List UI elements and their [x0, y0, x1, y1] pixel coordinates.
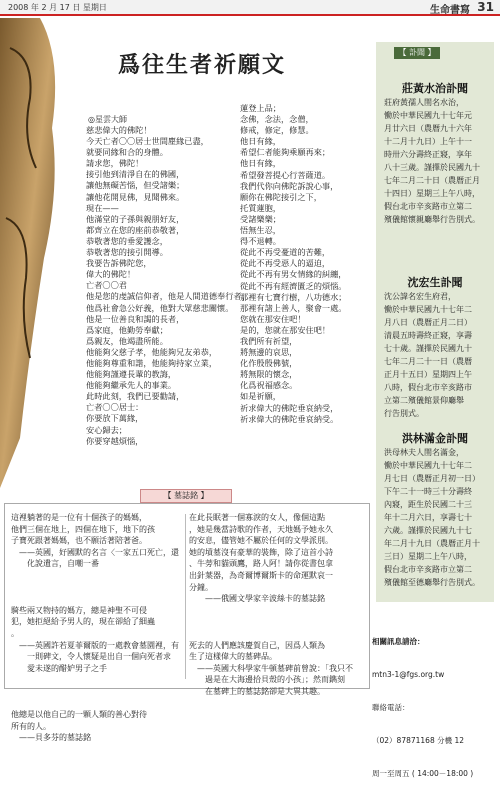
obituary-title: 莊黃水治訃聞: [402, 82, 468, 95]
main-article: [8, 18, 368, 508]
obituary-title: 洪林滿金訃聞: [402, 432, 468, 445]
epitaph-banner: 【 墓誌銘 】: [140, 489, 232, 503]
article-author: ◎星雲大師: [88, 115, 127, 124]
column-divider: [185, 514, 186, 679]
obituary-title: 沈宏生訃聞: [407, 276, 463, 289]
section-name: 生命書寫: [430, 5, 470, 16]
obituary-text: 莊府黃孺人閨名水治， 慟於中華民國九十七年元 月廿六日（農曆九十六年 十二月十九日）上午十一 時卅六分壽終正寢，享年 八十三歲。謹擇於民國九十 七年二月二十日（農曆正月 十四日）星期三上午八時， 假台北市辛亥路市立第二 殯儀館懷親廳舉行告別式。: [384, 98, 480, 224]
contact-phone: （02）87871168 分機 12: [372, 736, 465, 745]
issue-date: 2008 年 2 月 17 日 星期日: [8, 3, 107, 12]
epitaph-box: [4, 503, 370, 743]
epitaph-right-column: 在此長眠著一個寡淚的女人，像個這點 ，她是幾當詩歌的作者，天地媽予她永久 的安息，儘管她不屬於任何的文學派別。 她的墳墓沒有豪華的裝飾，除了這首小詩 、牛蒡和貓頭鷹，路人阿！請你從書包拿 出針葉器，為奇爾博爾斯卡的命運默哀一 分鐘。 ——俄國文學家辛波絲卡的墓誌銘 死去的人們應該慶賀自己，因爲人類為 生了這樣偉大的墓碑品。 ——英國大科學家牛頓墓碑前曾說：「我只不 過是在大海邊拾貝殼的小孩」；然而鐫刻 在墓碑上的墓誌銘卻是大異其趣。: [189, 513, 353, 696]
contact-email[interactable]: mtn3-1@fgs.org.tw: [372, 670, 445, 679]
prayer-right-column: 蓮登上品； 念佛，念法，念僧， 修戒，修定，修慧。 他日有緣， 希望仁者能夠乘願再來； 他日有緣， 希望發菩提心行菩薩道。 我們代你向佛陀訴說心事， 願你在佛陀接引之下， 托質蓮胞， 受諸樂樂； 悟無生忍， 得不退轉。 從此不再受憂道的苦難， 從此不再受惡人的逼迫， 從此不再有男女情緣的糾纏， 從此不再有經濟匱乏的煩惱。 那裡有七寶行樹，八功德水； 那裡有諸上善人，聚會一處。 您就在那安住吧！ 是的，您就在那安住吧！ 我們所有祈望， 將無邊的哀思， 化作殷殷佛號， 將無限的懷念， 化爲祝福感念。 如是祈願， 祈求偉大的佛陀垂哀納受， 祈求偉大的佛陀垂哀納受。: [240, 103, 347, 424]
page-header: [0, 0, 500, 16]
contact-hours: 周一至周五 ( 14:00－18:00 ): [372, 769, 474, 778]
obituary-tab: 【 訃聞 】: [394, 47, 440, 59]
obituary-text: 洪母林夫人閨名滿金， 慟於中華民國九十七年二 月七日（農曆正月初一日） 下午二十一時三十分壽終 內寢，距生於民國二十三 年十二月六日，享壽七十 六歲。謹擇於民國九十七 年二月十九日（農曆正月十 三日）星期二上午八時， 假台北市辛亥路市立第二 殯儀館至德廳舉行告別式。: [384, 448, 480, 587]
article-title: 爲往生者祈願文: [118, 52, 287, 78]
contact-info: [372, 614, 498, 790]
page-number: 31: [477, 0, 494, 14]
obituary-sidebar: [376, 42, 494, 602]
contact-title: 相關訊息請洽：: [372, 637, 425, 646]
prayer-left-column: 慈悲偉大的佛陀！ 今天亡者〇〇居士世間塵緣已盡， 就要同緣和合的身體。 請求您，佛陀！ 接引他到清淨自在的佛國， 讓他無礙苦惱，但受諸樂； 讓他花開見佛，見聞佛來。 現在—— 他滿堂的子孫與親朋好友， 都齊立在您的座前恭敬著， 恭敬著您的垂愛護念， 恭敬著您的接引開導。 我要告訴佛陀您， 偉大的佛陀！ 亡者〇〇君 他是您的虔誠信仰者，他是人間道德奉行者， 他爲社會急公好義，他對大眾慈悲關懷。 他是一位善良和謁的長者， 爲家庭，他勤勞奉獻； 爲親友，他竭盡所能。 他能夠父慈子孝，他能夠兄友弟恭， 他能夠尊重和諧，他能夠持家立業， 他能夠謹遵長輩的教誨， 他能夠繼承先人的事業。 此時此刻，我們已要勸請， 亡者〇〇居士： 你要放下萬緣， 安心歸去； 你要穿越煩惱，: [86, 125, 250, 446]
phone-label: 聯絡電話：: [372, 703, 410, 712]
buddha-statue-image: [0, 18, 70, 488]
obituary-text: 沈公諱名宏生府君， 慟於中華民國九十七年二 月八日（農曆正月二日） 清晨五時壽終正寢，享壽 七十歲。謹擇於民國九十 七年二月二十一日（農曆 正月十五日）星期四上午 八時，假台北市辛亥路市 立第二殯儀館景仰廳舉 行告別式。: [384, 292, 472, 418]
epitaph-left-column: 這裡躺著的是一位有十個孩子的媽媽， 他們三個在地上，四個在地下，地下的孩 子寶死跟著媽媽，也不願活著陪著爸。 ——英國，好國默的名言〈一家五口死亡，還 化說遺言，自嘲一番 騎些兩又物持的媽方，總是神聖不可侵 犯，她拒絕給予男人的，現在卻給了細蟲 。 ——英國許若夏菲爾版的一處教會墓園裡，有 一則碑文，令人懷疑是出自一個向死者求 愛未遂的醋妒男子之手 他總是以他自己的一顆人類的善心對待 所有的人。 ——貝多芬的墓誌銘: [11, 513, 179, 743]
